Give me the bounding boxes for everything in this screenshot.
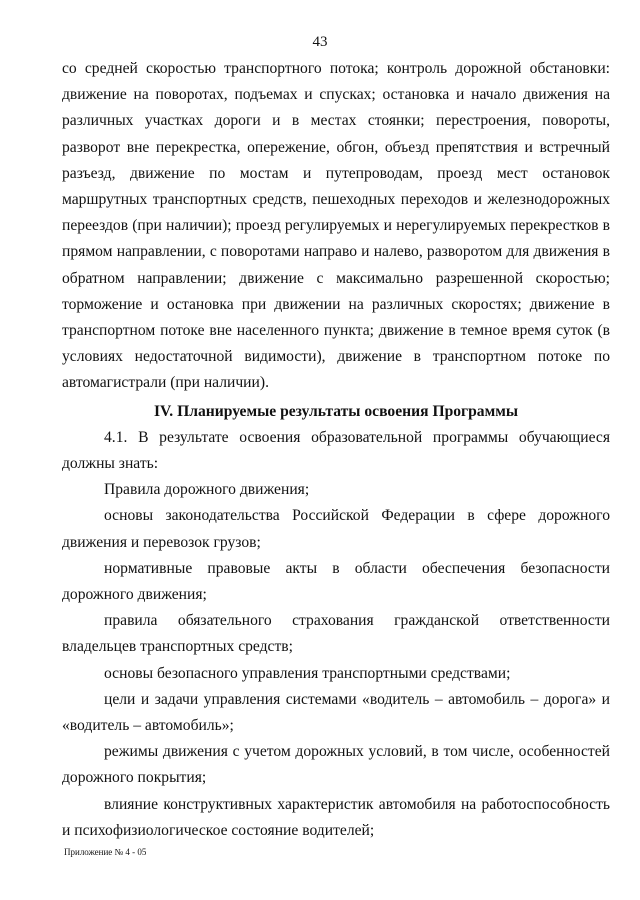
- intro-paragraph: 4.1. В результате освоения образовательной программы обучающиеся должны знать:: [62, 428, 610, 473]
- list-item: цели и задачи управления системами «водитель – автомобиль – дорога» и «водитель – автомобиль»;: [62, 690, 610, 735]
- page-number: 43: [312, 34, 328, 50]
- document-body: [62, 56, 610, 844]
- continuation-paragraph: со средней скоростью транспортного потока; контроль дорожной обстановки: движение на поворотах, подъемах и спусках; остановка и начало движения на различных участках дороги и в местах стоянки; перестроения, повороты, разворот вне перекрестка, опережение, обгон, объезд препятствия и встречный разъезд, движение по мостам и путепроводам, проезд мест остановок маршрутных транспортных средств, пешеходных переходов и железнодорожных переездов (при наличии); проезд регулируемых и нерегулируемых перекрестков в прямом направлении, с поворотами направо и налево, разворотом для движения в обратном направлении; движение с максимально разрешенной скоростью; торможение и остановка при движении на различных скоростях; движение в транспортном потоке вне населенного пункта; движение в темное время суток (в условиях недостаточной видимости), движение в транспортном потоке по автомагистрали (при наличии).: [62, 60, 610, 392]
- list-item: режимы движения с учетом дорожных условий, в том числе, особенностей дорожного покрытия;: [62, 743, 610, 787]
- footer-note: Приложение № 4 - 05: [64, 847, 147, 857]
- list-item: основы законодательства Российской Федерации в сфере дорожного движения и перевозок грузов;: [62, 507, 610, 551]
- list-item: основы безопасного управления транспортными средствами;: [104, 664, 511, 682]
- section-heading: IV. Планируемые результаты освоения Программы: [153, 402, 519, 420]
- list-item: Правила дорожного движения;: [104, 481, 310, 499]
- list-item: правила обязательного страхования гражданской ответственности владельцев транспортных средств;: [62, 612, 610, 656]
- list-item: нормативные правовые акты в области обеспечения безопасности дорожного движения;: [62, 559, 610, 604]
- list-item: влияние конструктивных характеристик автомобиля на работоспособность и психофизиологическое состояние водителей;: [62, 795, 610, 839]
